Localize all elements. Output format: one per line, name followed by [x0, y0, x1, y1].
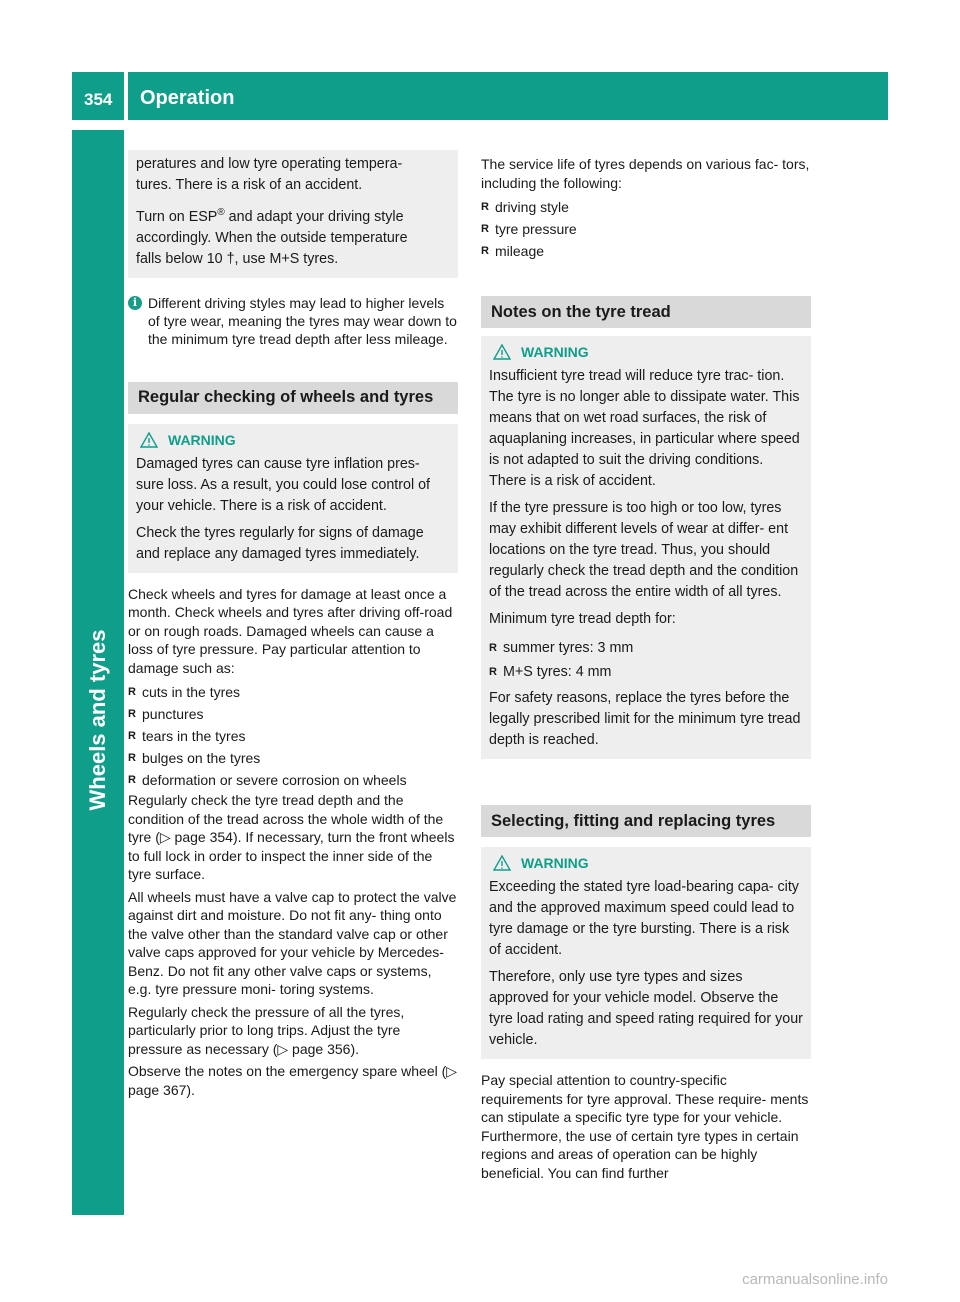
note-line-1: peratures and low tyre operating tempera- — [136, 156, 403, 172]
warning-triangle-icon — [493, 344, 511, 360]
warning-heading — [493, 855, 803, 871]
warning-triangle-icon — [493, 855, 511, 871]
factors-list — [481, 196, 811, 262]
warning-label: WARNING — [521, 855, 589, 871]
list-item: R tyre pressure — [481, 218, 811, 240]
damage-list — [128, 681, 458, 791]
info-note — [128, 294, 458, 348]
warning-text-2: Therefore, only use tyre types and sizes approved for your vehicle model. Observe the tyre load rating and speed rating required for your vehicle. — [489, 969, 803, 1048]
watermark: carmanualsonline.info — [742, 1271, 888, 1288]
list-item: R driving style — [481, 196, 811, 218]
list-item: R M+S tyres: 4 mm — [489, 660, 803, 684]
warning-text-2: Check the tyres regularly for signs of damage and replace any damaged tyres immediately. — [136, 524, 424, 562]
list-item: R punctures — [128, 703, 458, 725]
left-column — [128, 150, 458, 1103]
section-heading-tyre-tread: Notes on the tyre tread — [481, 296, 811, 328]
list-item: R tears in the tyres — [128, 725, 458, 747]
page-number: 354 — [72, 72, 124, 120]
warning-label: WARNING — [521, 344, 589, 360]
paragraph-special-attention: Pay special attention to country-specific requirements for tyre approval. These require- ments can stipulate a specific tyre type for your vehicle. Furthermore, the use of certain tyre types in certain regions and areas of operation can be highly beneficial. You can find further — [481, 1072, 809, 1181]
continued-warning-box — [128, 150, 458, 278]
warning-triangle-icon — [140, 432, 158, 448]
warning-text-1: Damaged tyres can cause tyre inflation pres- sure loss. As a result, you could lose control of your vehicle. There is a risk of accident. — [136, 455, 431, 514]
paragraph-service-life: The service life of tyres depends on various fac- tors, including the following: — [481, 156, 810, 191]
warning-heading — [140, 432, 450, 448]
warning-box-damaged-tyres — [128, 424, 458, 573]
section-heading-selecting-tyres: Selecting, fitting and replacing tyres — [481, 805, 811, 837]
warning-text-1: Exceeding the stated tyre load-bearing capa- city and the approved maximum speed could lead to tyre damage or the tyre bursting. There is a risk of accident. — [489, 879, 799, 958]
info-text: Different driving styles may lead to higher levels of tyre wear, meaning the tyres may wear down to the minimum tyre tread depth after less mileage. — [148, 294, 457, 347]
side-chapter-label: Wheels and tyres — [85, 629, 110, 811]
list-item: R mileage — [481, 240, 811, 262]
warning-box-tyre-tread — [481, 336, 811, 759]
paragraph-regularly-check: Regularly check the tyre tread depth and the condition of the tread across the whole width of the tyre (▷ page 354). If necessary, turn the front wheels to full lock in order to inspect the inner side of the tyre surface. — [128, 792, 455, 883]
section-heading-regular-checking: Regular checking of wheels and tyres — [128, 382, 458, 414]
warning-text-4: For safety reasons, replace the tyres before the legally prescribed limit for the minimum tyre tread depth is reached. — [489, 690, 801, 748]
note-line-3: accordingly. When the outside temperature — [136, 229, 408, 246]
paragraph-spare-wheel: Observe the notes on the emergency spare wheel (▷ page 367). — [128, 1063, 458, 1098]
warning-text-1: Insufficient tyre tread will reduce tyre trac- tion. The tyre is no longer able to dissipate water. This means that on wet road surfaces, the risk of aquaplaning increases, in particular where speed is not adapted to suit the driving conditions. There is a risk of accident. — [489, 368, 800, 489]
list-item: R cuts in the tyres — [128, 681, 458, 703]
info-icon: i — [128, 296, 142, 310]
right-column — [481, 155, 811, 1186]
warning-box-load-rating — [481, 847, 811, 1059]
note-esp-line: Turn on ESP® and adapt your driving style — [136, 207, 404, 225]
warning-text-2: If the tyre pressure is too high or too low, tyres may exhibit different levels of wear at differ- ent locations on the tyre tread. Thus, you should regularly check the tread depth and the condition of the tread across the entire width of all tyres. — [489, 500, 799, 600]
warning-text-3: Minimum tyre tread depth for: — [489, 611, 676, 627]
paragraph-valve-cap: All wheels must have a valve cap to protect the valve against dirt and moisture. Do not fit any- thing onto the valve other than the standard valve cap or other valve caps approved for your vehicle by Mercedes-Benz. Do not fit any other valve caps or systems, e.g. tyre pressure moni- toring systems. — [128, 888, 457, 998]
depth-list — [489, 636, 803, 684]
note-line-2: tures. There is a risk of an accident. — [136, 177, 363, 193]
list-item: R bulges on the tyres — [128, 747, 458, 769]
list-item: R summer tyres: 3 mm — [489, 636, 803, 660]
paragraph-check-wheels: Check wheels and tyres for damage at least once a month. Check wheels and tyres after driving off-road or on rough roads. Damaged wheels can cause a loss of tyre pressure. Pay particular attention to damage such as: — [128, 585, 453, 676]
paragraph-pressure: Regularly check the pressure of all the tyres, particularly prior to long trips. Adjust the tyre pressure as necessary (▷ page 356). — [128, 1003, 405, 1057]
page-title: Operation — [128, 72, 888, 120]
list-item: R deformation or severe corrosion on wheels — [128, 769, 458, 791]
note-line-4: falls below 10 †, use M+S tyres. — [136, 250, 339, 267]
warning-label: WARNING — [168, 431, 236, 448]
warning-heading — [493, 344, 803, 360]
